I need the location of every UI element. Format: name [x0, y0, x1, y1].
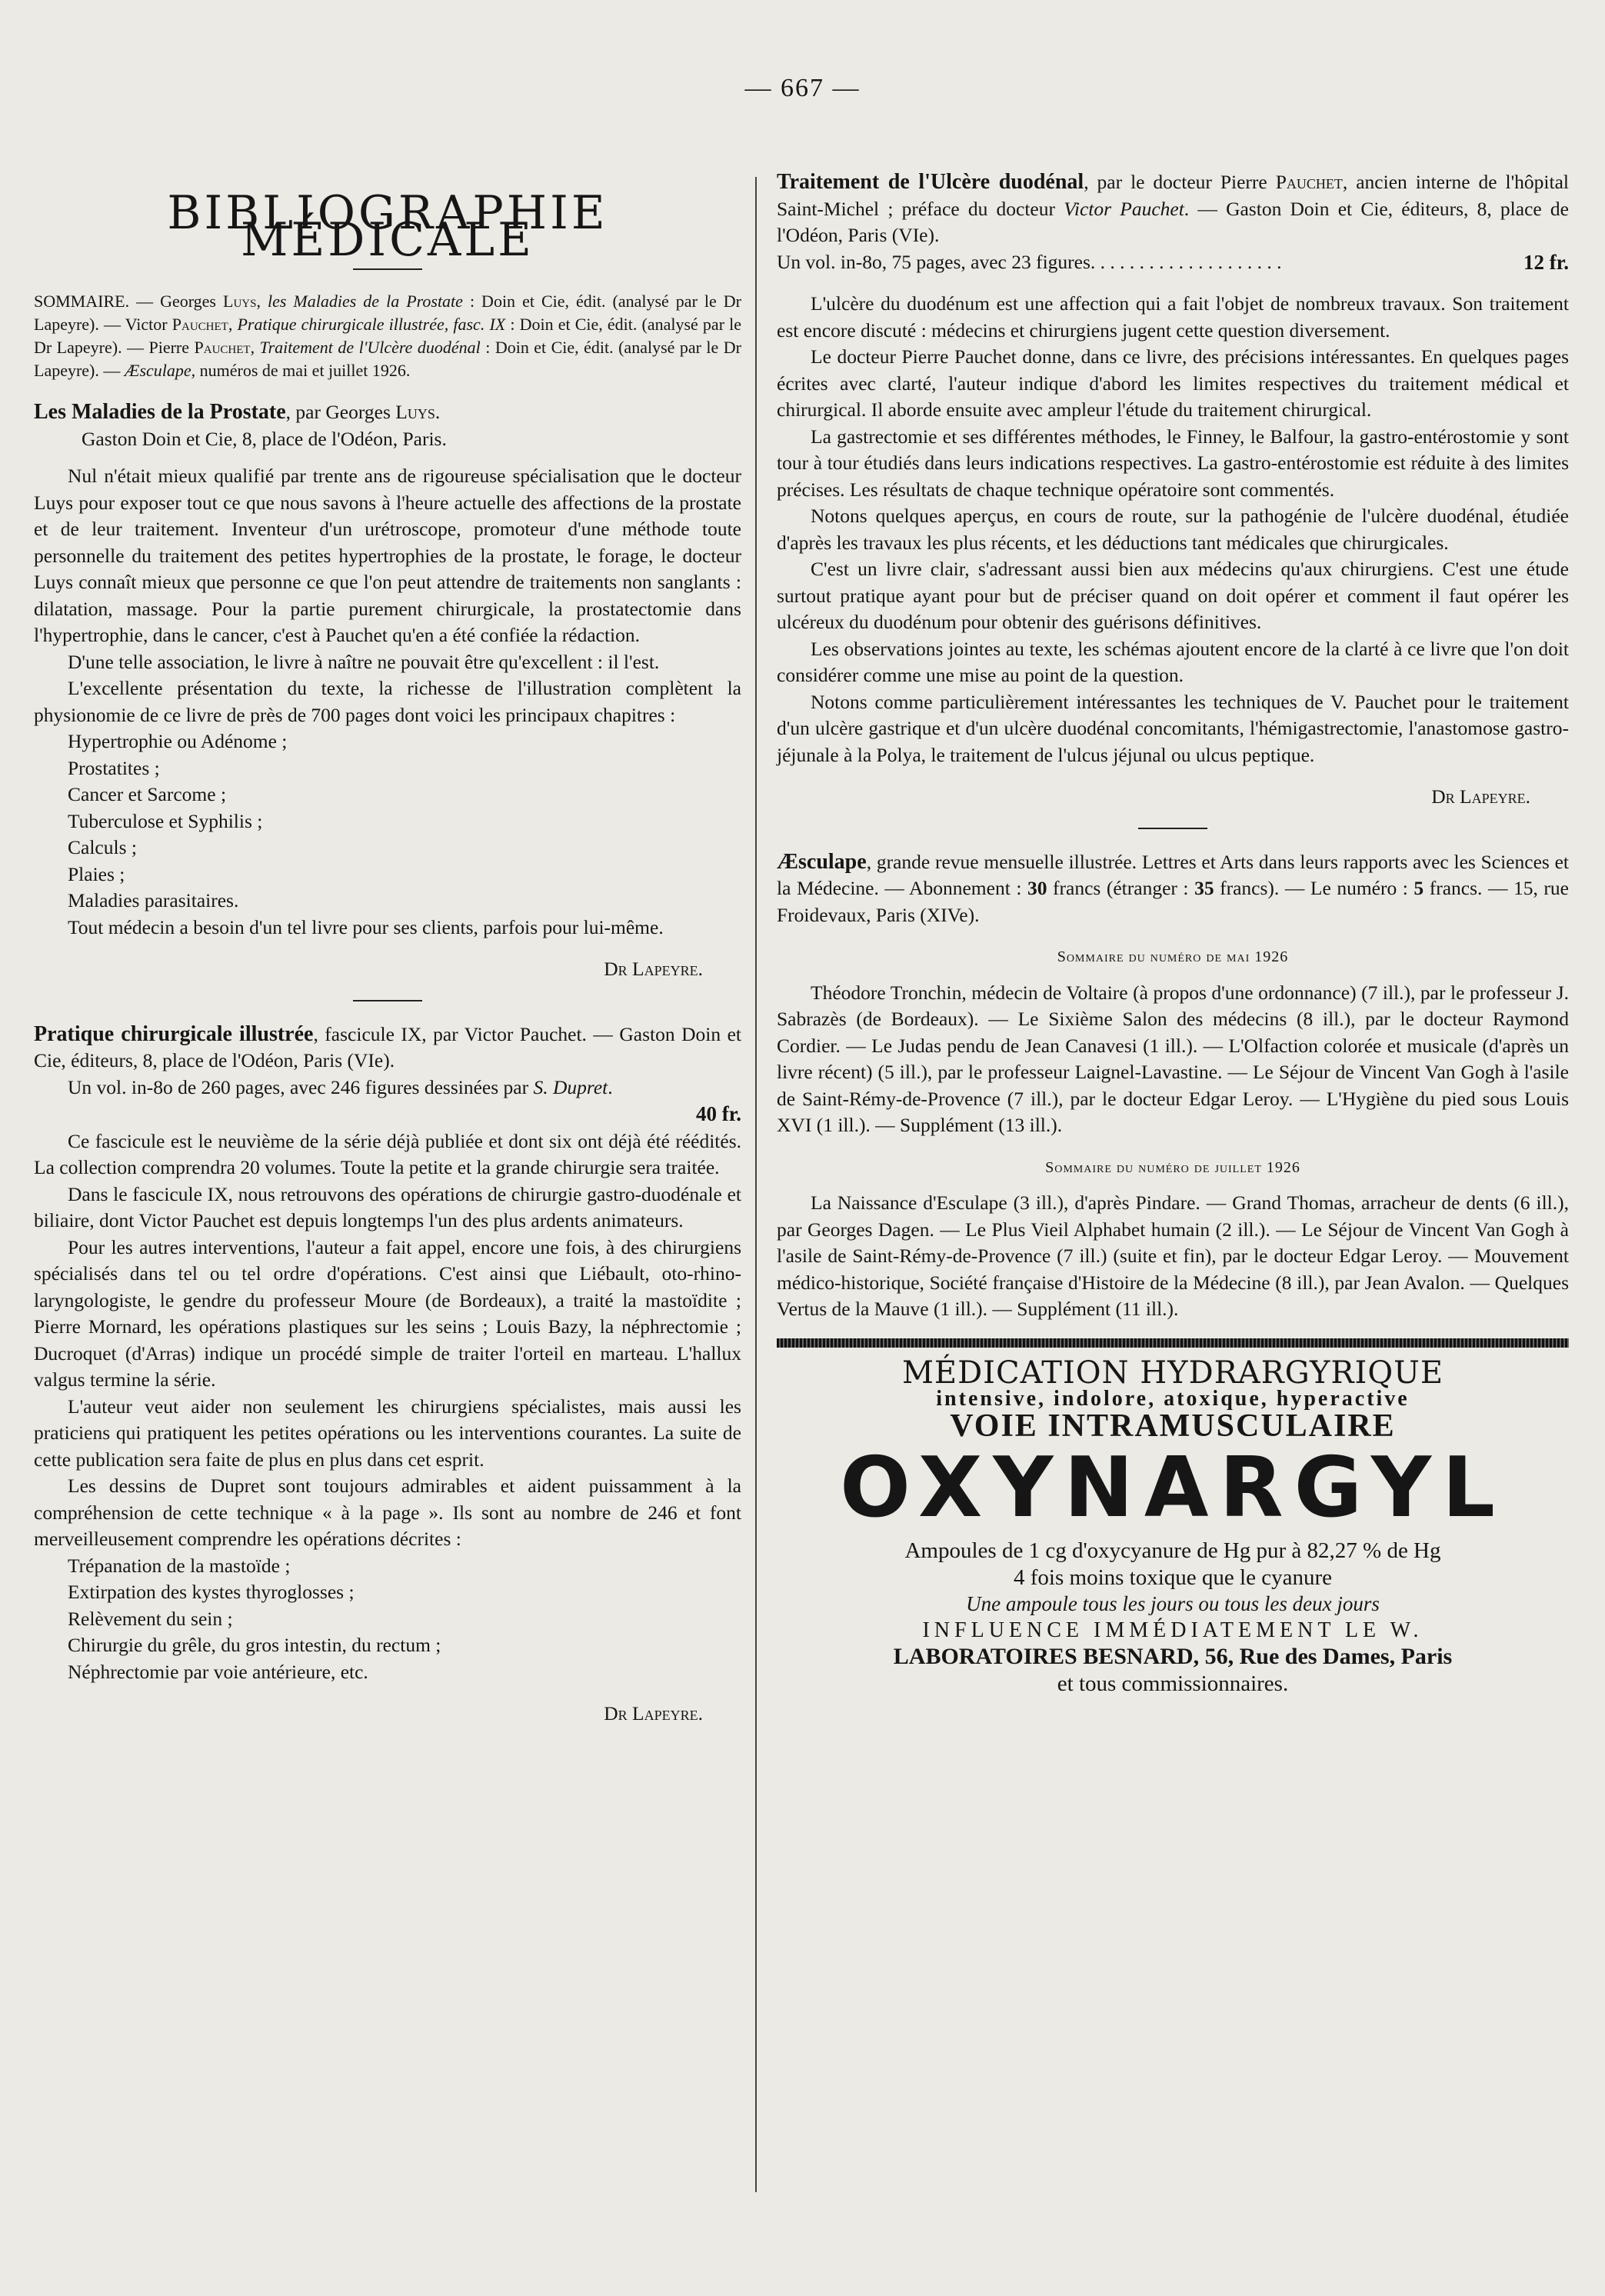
chapter-list [34, 728, 741, 915]
book1-title: Les Maladies de la Prostate [34, 400, 286, 424]
separator-rule [1138, 828, 1207, 829]
book2-title: Pratique chirurgicale illustrée [34, 1021, 314, 1046]
book1-paragraph: L'excellente présentation du texte, la richesse de l'illustration complètent la physionomie de ce livre de près de 700 pages dont voici les principaux chapitres : [34, 677, 741, 726]
book1-paragraph: Nul n'était mieux qualifié par trente ans de rigoureuse spécialisation que le docteur Luys pour exposer tout ce que nous savons à l'heure actuelle des affections de la prostate et de leur traitement. Inventeur d'un urétroscope, promoteur d'une méthode toute personnelle du traitement des petites hypertrophies de la prostate, le forage, le docteur Luys connaît mieux que personne ce que l'on peut attendre de traitements non sanglants : dilatation, massage. Pour la partie purement chirurgicale, la prostatectomie dans l'hypertrophie, dans le cancer, c'est à Pauchet qu'en a été confiée la rédaction. [34, 465, 741, 646]
may-summary: Théodore Tronchin, médecin de Voltaire (à propos d'une ordonnance) (7 ill.), par le professeur J. Sabrazès (de Bordeaux). — Le Sixième Salon des médecins (8 ill.), par le docteur Raymond Cordier. — Le Judas pendu de Jean Canavesi (1 ill.). — L'Olfaction colorée et musicale (d'après un livre récent) (5 ill.), par le professeur Laignel-Lavastine. — Le Séjour de Vincent Van Gogh à l'asile de Saint-Rémy-de-Provence (7 ill.), par le docteur Edgar Leroy. — L'Hygiène du pied sous Louis XVI (1 ill.). — Supplément (13 ill.). [777, 981, 1569, 1136]
book2-paragraph: Les dessins de Dupret sont toujours admirables et aident puissamment à la compréhension de cette technique « à la page ». Ils sont au nombre de 246 et font merveilleusement comprendre les opérations décrites : [34, 1475, 741, 1550]
aesculape-title: Æsculape [777, 849, 867, 874]
book3-title: Traitement de l'Ulcère duodénal [777, 170, 1084, 194]
sommaire-label: SOMMAIRE. [34, 292, 130, 311]
sommaire-title: Æsculape [124, 361, 191, 380]
ad-line: 4 fois moins toxique que le cyanure [1014, 1565, 1332, 1590]
book1-signature: Dr Lapeyre. [604, 958, 703, 980]
advert-rule [777, 1338, 1569, 1348]
list-item: Prostatites ; [68, 756, 160, 779]
list-item: Néphrectomie par voie antérieure, etc. [68, 1660, 368, 1683]
book3-header-text: . — Gaston Doin et Cie, éditeurs, 8, place de l'Odéon, Paris (VIe). [777, 197, 1569, 246]
may-summary-heading: Sommaire du numéro de mai 1926 [1057, 948, 1289, 965]
book3-signature: Dr Lapeyre. [1431, 785, 1530, 808]
ad-line: et tous commissionnaires. [1057, 1671, 1289, 1696]
list-item: Extirpation des kystes thyroglosses ; [68, 1581, 355, 1603]
list-item: Chirurgie du grêle, du gros intestin, du rectum ; [68, 1634, 441, 1656]
book1-end: . [435, 401, 441, 423]
heading-rule [353, 268, 422, 270]
book2-volume-text: Un vol. in-8o de 260 pages, avec 246 figures dessinées par [68, 1075, 534, 1098]
page-number: — 667 — [744, 74, 861, 102]
book1-header [34, 399, 741, 426]
book3-paragraph: C'est un livre clair, s'adressant aussi bien aux médecins qu'aux chirurgiens. C'est une étude surtout pratique ayant pour but de préciser quand on doit opérer et comment il faut opérer les ulcéreux du duodénum pour obtenir des guérisons définitives. [777, 558, 1569, 633]
book1-by: , par Georges [285, 401, 396, 423]
book3-paragraph: Les observations jointes au texte, les schémas ajoutent encore de la clarté à ce livre que l'on doit considérer comme une mise au point de la question. [777, 637, 1569, 686]
sommaire-author: Pauchet [194, 338, 251, 357]
sommaire [34, 290, 741, 382]
book2-signature: Dr Lapeyre. [604, 1702, 703, 1724]
book2-paragraph: Dans le fascicule IX, nous retrouvons des opérations de chirurgie gastro-duodénale et biliaire, dont Victor Pauchet est depuis longtemps l'un des plus ardents animateurs. [34, 1182, 741, 1231]
sommaire-text: , [256, 292, 268, 311]
book3-header-text: , par le docteur Pierre [1084, 171, 1276, 193]
sommaire-author: Pauchet [171, 315, 228, 334]
aesculape-price: 35 [1194, 877, 1214, 899]
sommaire-title: les Maladies de la Prostate [267, 292, 463, 311]
ad-line: VOIE INTRAMUSCULAIRE [950, 1408, 1396, 1444]
list-item: Cancer et Sarcome ; [68, 783, 227, 805]
aesculape-price: 30 [1027, 877, 1047, 899]
list-item: Hypertrophie ou Adénome ; [68, 730, 288, 752]
book1-author: Luys [395, 401, 435, 423]
book2-illustrator: S. Dupret [533, 1075, 608, 1098]
sommaire-text: : Doin et Cie, édit. (analysé par le Dr Lapeyre). — Victor [34, 292, 741, 334]
book3-author: Pauchet [1275, 171, 1343, 193]
ad-brand: OXYNARGYL [840, 1440, 1506, 1536]
book3-paragraph: L'ulcère du duodénum est une affection qui a fait l'objet de nombreux travaux. Son traitement est encore discuté : médecins et chirurgiens jugent cette question diversement. [777, 292, 1569, 342]
list-item: Tuberculose et Syphilis ; [68, 809, 263, 832]
book2-paragraph: Ce fascicule est le neuvième de la série déjà publiée et dont six ont déjà été réédités. La collection comprendra 20 volumes. Toute la petite et la grande chirurgie sera traitée. [34, 1129, 741, 1178]
book3-paragraph: Notons comme particulièrement intéressantes les techniques de V. Pauchet pour le traitement d'un ulcère gastrique et d'un ulcère duodénal concomitants, l'hémigastrectomie, l'anastomose gastro-jéjunale à la Polya, le traitement de l'ulcus jéjunal ou ulcus peptique. [777, 690, 1569, 766]
book3-paragraph: Notons quelques aperçus, en cours de route, sur la pathogénie de l'ulcère duodénal, étudiée d'après les travaux les plus récents, et les déductions tant médicales que chirurgicales. [777, 505, 1569, 554]
list-item: Trépanation de la mastoïde ; [68, 1554, 291, 1577]
section-heading: BIBLIOGRAPHIE MÉDICALE [167, 186, 608, 267]
aesculape-text: , grande revue mensuelle illustrée. Lettres et Arts dans leurs rapports avec les Sciences et la Médecine. — Abonnement : [777, 850, 1569, 899]
advertisement [777, 1355, 1569, 1698]
book2-paragraph: Pour les autres interventions, l'auteur a fait appel, encore une fois, à des chirurgiens spécialisés dans tel ou tel ordre d'opérations. C'est ainsi que Liébault, oto-rhino-laryngologiste, le gendre du professeur Moure (de Bordeaux), a traité la mastoïdite ; Pierre Mornard, les opérations plastiques sur les seins ; Louis Bazy, la néphrectomie ; Ducroquet (d'Arras) indique un procédé simple de traiter l'orteil en marteau. L'hallux valgus termine la série. [34, 1235, 741, 1391]
sommaire-text: : Doin et Cie, édit. (analysé par le Dr Lapeyre). — Pierre [34, 315, 742, 357]
book2-paragraph: L'auteur veut aider non seulement les chirurgiens spécialistes, mais aussi les praticiens qui pratiquent les petites opérations ou les interventions courantes. La suite de cette publication sera faite de plus en plus dans cet esprit. [34, 1395, 741, 1471]
book3-volume-row [777, 249, 1569, 276]
ad-line: MÉDICATION HYDRARGYRIQUE [901, 1355, 1444, 1391]
aesculape-text: francs). — Le numéro : [1214, 877, 1414, 899]
ad-line: Une ampoule tous les jours ou tous les deux jours [966, 1592, 1380, 1615]
operations-list [34, 1553, 741, 1686]
list-item: Plaies ; [68, 862, 125, 885]
july-summary: La Naissance d'Esculape (3 ill.), d'après Pindare. — Grand Thomas, arracheur de dents (6 ill.), par Georges Dagen. — Le Plus Vieil Alphabet humain (2 ill.). — Le Séjour de Vincent Van Gogh à l'asile de Saint-Rémy-de-Provence (7 ill.) (suite et fin), par le docteur Edgar Leroy. — Mouvement médico-historique, Société française d'Histoire de la Médecine (8 ill.), par Jean Avalon. — Quelques Vertus de la Mauve (1 ill.). — Supplément (11 ill.). [777, 1191, 1569, 1320]
book2-header [34, 1021, 741, 1075]
list-item: Calculs ; [68, 836, 137, 858]
ad-line: INFLUENCE IMMÉDIATEMENT LE W. [922, 1618, 1424, 1642]
book2-price-row [34, 1101, 741, 1128]
sommaire-text: , [228, 315, 238, 334]
right-column [777, 169, 1569, 1697]
book3-header-text: , ancien interne de l'hôpital Saint-Michel ; préface du docteur [777, 171, 1570, 220]
ad-line: LABORATOIRES BESNARD, 56, Rue des Dames, Paris [893, 1644, 1453, 1669]
book2-volume [34, 1075, 741, 1101]
sommaire-title: Pratique chirurgicale illustrée, fasc. IX [237, 315, 506, 334]
book3-paragraph: Le docteur Pierre Pauchet donne, dans ce livre, des précisions intéressantes. En quelques pages écrites avec clarté, l'auteur indique d'abord les limites respectives du traitement médical et chirurgical. Il aborde ensuite avec ampleur l'étude du traitement chirurgical. [777, 345, 1569, 421]
book2-volume-text: . [608, 1075, 613, 1098]
sommaire-text: , numéros de mai et juillet 1926. [191, 361, 411, 380]
aesculape-header [777, 849, 1569, 929]
list-item: Relèvement du sein ; [68, 1607, 233, 1630]
sommaire-title: Traitement de l'Ulcère duodénal [259, 338, 481, 357]
book1-paragraph: D'une telle association, le livre à naître ne pouvait être qu'excellent : il l'est. [68, 650, 660, 673]
ad-line: intensive, indolore, atoxique, hyperactive [936, 1387, 1410, 1411]
column-divider [755, 177, 757, 2192]
book3-volume: Un vol. in-8o, 75 pages, avec 23 figures. . . . . . . . . . . . . . . . . . . . [777, 250, 1282, 273]
separator-rule [353, 1000, 422, 1001]
ad-line: Ampoules de 1 cg d'oxycyanure de Hg pur à 82,27 % de Hg [904, 1538, 1441, 1563]
sommaire-text: : Doin et Cie, édit. (analysé par le Dr Lapeyre). — [34, 338, 741, 380]
aesculape-text: francs. — 15, rue Froidevaux, Paris (XIVe). [777, 877, 1569, 926]
sommaire-text: — Georges [129, 292, 224, 311]
aesculape-price: 5 [1414, 877, 1424, 899]
book3-header [777, 169, 1569, 249]
left-column [34, 169, 741, 1744]
book1-address: Gaston Doin et Cie, 8, place de l'Odéon, Paris. [82, 427, 447, 450]
book2-price: 40 fr. [696, 1102, 741, 1125]
sommaire-text: , [250, 338, 260, 357]
book3-paragraph: La gastrectomie et ses différentes méthodes, le Finney, le Balfour, la gastro-entérostomie y sont tour à tour étudiés dans leurs indications respectives. La gastro-entérostomie est réduite à des limites précises. Les résultats de chaque technique opératoire sont commentés. [777, 425, 1569, 501]
book3-price: 12 fr. [1523, 250, 1569, 274]
list-item: Maladies parasitaires. [68, 889, 239, 911]
july-summary-heading: Sommaire du numéro de juillet 1926 [1045, 1158, 1300, 1176]
book3-preface-author: Victor Pauchet [1064, 197, 1184, 220]
book1-paragraph: Tout médecin a besoin d'un tel livre pour ses clients, parfois pour lui-même. [68, 915, 664, 938]
sommaire-author: Luys [223, 292, 257, 311]
aesculape-text: francs (étranger : [1047, 877, 1195, 899]
book2-header-text: , fascicule IX, par Victor Pauchet. — Gaston Doin et Cie, éditeurs, 8, place de l'Odéon, Paris (VIe). [34, 1022, 741, 1071]
